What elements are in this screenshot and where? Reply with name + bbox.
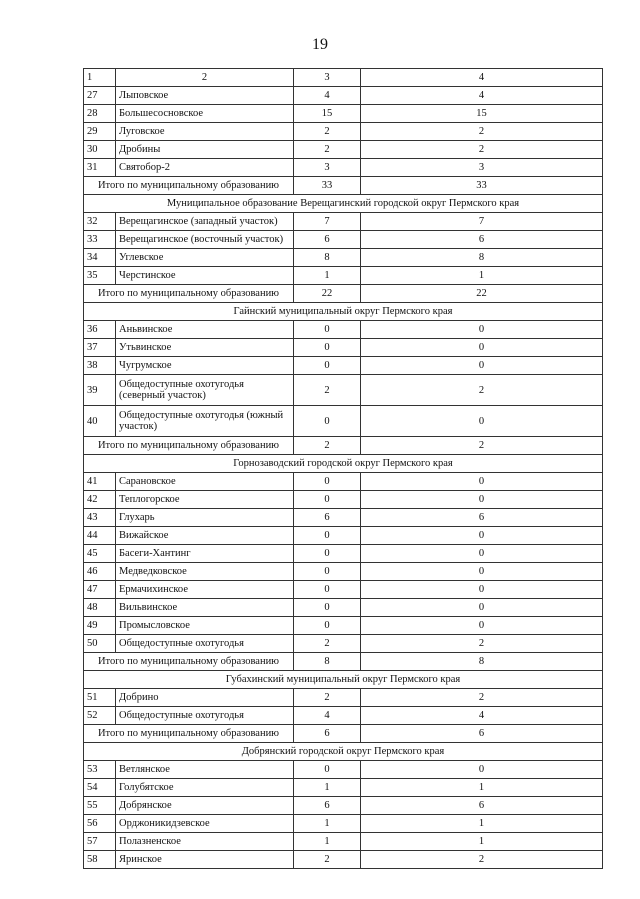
value-col4: 7 <box>361 213 603 231</box>
value-col4: 8 <box>361 249 603 267</box>
section-heading-row <box>84 303 603 321</box>
hunting-ground-name: Лыповское <box>116 87 294 105</box>
hunting-ground-name: Верещагинское (западный участок) <box>116 213 294 231</box>
row-number: 57 <box>84 833 116 851</box>
hunting-ground-name: Теплогорское <box>116 491 294 509</box>
total-value-col4: 8 <box>361 653 603 671</box>
table-row <box>84 689 603 707</box>
table-row <box>84 581 603 599</box>
hunting-ground-name: Глухарь <box>116 509 294 527</box>
section-heading: Муниципальное образование Верещагинский городской округ Пермского края <box>84 195 603 213</box>
header-col-4: 4 <box>361 69 603 87</box>
value-col4: 0 <box>361 545 603 563</box>
row-number: 36 <box>84 321 116 339</box>
value-col4: 0 <box>361 563 603 581</box>
total-value-col4: 22 <box>361 285 603 303</box>
table-row <box>84 545 603 563</box>
table-row <box>84 267 603 285</box>
hunting-ground-name: Голубятское <box>116 779 294 797</box>
table-row <box>84 141 603 159</box>
value-col3: 4 <box>294 707 361 725</box>
table-row <box>84 213 603 231</box>
table-row <box>84 249 603 267</box>
total-value-col4: 2 <box>361 437 603 455</box>
hunting-ground-name: Углевское <box>116 249 294 267</box>
value-col3: 0 <box>294 473 361 491</box>
value-col3: 0 <box>294 406 361 437</box>
row-number: 45 <box>84 545 116 563</box>
total-row <box>84 653 603 671</box>
value-col3: 0 <box>294 527 361 545</box>
total-label: Итого по муниципальному образованию <box>84 177 294 195</box>
value-col4: 0 <box>361 599 603 617</box>
table-row <box>84 87 603 105</box>
hunting-ground-name: Добрянское <box>116 797 294 815</box>
header-col-3: 3 <box>294 69 361 87</box>
table-row <box>84 851 603 869</box>
hunting-ground-name: Орджоникидзевское <box>116 815 294 833</box>
value-col3: 0 <box>294 339 361 357</box>
value-col4: 6 <box>361 231 603 249</box>
value-col4: 6 <box>361 509 603 527</box>
value-col3: 2 <box>294 123 361 141</box>
hunting-ground-name: Утьвинское <box>116 339 294 357</box>
row-number: 48 <box>84 599 116 617</box>
section-heading: Добрянский городской округ Пермского края <box>84 743 603 761</box>
section-heading-row <box>84 671 603 689</box>
hunting-ground-name: Общедоступные охотугодья (северный участок) <box>116 375 294 406</box>
total-value-col4: 6 <box>361 725 603 743</box>
row-number: 35 <box>84 267 116 285</box>
row-number: 52 <box>84 707 116 725</box>
row-number: 46 <box>84 563 116 581</box>
total-value-col4: 33 <box>361 177 603 195</box>
table-row <box>84 635 603 653</box>
total-label: Итого по муниципальному образованию <box>84 653 294 671</box>
hunting-ground-name: Добрино <box>116 689 294 707</box>
hunting-ground-name: Луговское <box>116 123 294 141</box>
hunting-ground-name: Общедоступные охотугодья <box>116 635 294 653</box>
row-number: 30 <box>84 141 116 159</box>
total-label: Итого по муниципальному образованию <box>84 725 294 743</box>
hunting-ground-name: Промысловское <box>116 617 294 635</box>
value-col4: 15 <box>361 105 603 123</box>
total-label: Итого по муниципальному образованию <box>84 437 294 455</box>
row-number: 53 <box>84 761 116 779</box>
hunting-ground-name: Чугрумское <box>116 357 294 375</box>
table-row <box>84 779 603 797</box>
table-row <box>84 406 603 437</box>
section-heading-row <box>84 455 603 473</box>
value-col4: 4 <box>361 707 603 725</box>
section-heading-row <box>84 195 603 213</box>
row-number: 42 <box>84 491 116 509</box>
value-col4: 2 <box>361 123 603 141</box>
value-col4: 0 <box>361 339 603 357</box>
hunting-ground-name: Ермачихинское <box>116 581 294 599</box>
value-col3: 1 <box>294 779 361 797</box>
hunting-ground-name: Черстинское <box>116 267 294 285</box>
value-col3: 2 <box>294 141 361 159</box>
value-col3: 1 <box>294 267 361 285</box>
total-row <box>84 177 603 195</box>
value-col3: 1 <box>294 815 361 833</box>
table-row <box>84 123 603 141</box>
value-col4: 3 <box>361 159 603 177</box>
value-col4: 1 <box>361 779 603 797</box>
value-col3: 0 <box>294 599 361 617</box>
value-col3: 0 <box>294 545 361 563</box>
hunting-ground-name: Аньвинское <box>116 321 294 339</box>
section-heading-row <box>84 743 603 761</box>
table-row <box>84 761 603 779</box>
value-col4: 0 <box>361 617 603 635</box>
value-col4: 0 <box>361 581 603 599</box>
table-row <box>84 473 603 491</box>
value-col4: 0 <box>361 357 603 375</box>
total-value-col3: 6 <box>294 725 361 743</box>
table-row <box>84 833 603 851</box>
row-number: 44 <box>84 527 116 545</box>
table-row <box>84 491 603 509</box>
row-number: 43 <box>84 509 116 527</box>
table-row <box>84 527 603 545</box>
value-col3: 8 <box>294 249 361 267</box>
value-col3: 1 <box>294 833 361 851</box>
row-number: 29 <box>84 123 116 141</box>
hunting-ground-name: Большесосновское <box>116 105 294 123</box>
total-label: Итого по муниципальному образованию <box>84 285 294 303</box>
table-row <box>84 375 603 406</box>
hunting-ground-name: Вижайское <box>116 527 294 545</box>
table-row <box>84 159 603 177</box>
value-col3: 7 <box>294 213 361 231</box>
row-number: 56 <box>84 815 116 833</box>
hunting-ground-name: Басеги-Хантинг <box>116 545 294 563</box>
table-row <box>84 339 603 357</box>
total-value-col3: 22 <box>294 285 361 303</box>
row-number: 31 <box>84 159 116 177</box>
table-row <box>84 105 603 123</box>
total-value-col3: 2 <box>294 437 361 455</box>
value-col4: 4 <box>361 87 603 105</box>
value-col4: 0 <box>361 761 603 779</box>
header-col-2: 2 <box>116 69 294 87</box>
value-col4: 2 <box>361 689 603 707</box>
table-row <box>84 707 603 725</box>
value-col3: 6 <box>294 509 361 527</box>
value-col4: 2 <box>361 635 603 653</box>
row-number: 40 <box>84 406 116 437</box>
value-col3: 6 <box>294 797 361 815</box>
hunting-ground-name: Общедоступные охотугодья (южный участок) <box>116 406 294 437</box>
value-col3: 2 <box>294 851 361 869</box>
table-body <box>84 69 603 869</box>
row-number: 33 <box>84 231 116 249</box>
value-col4: 2 <box>361 851 603 869</box>
row-number: 37 <box>84 339 116 357</box>
table-row <box>84 321 603 339</box>
section-heading: Губахинский муниципальный округ Пермского края <box>84 671 603 689</box>
value-col4: 1 <box>361 815 603 833</box>
value-col4: 2 <box>361 375 603 406</box>
total-value-col3: 33 <box>294 177 361 195</box>
value-col3: 0 <box>294 491 361 509</box>
value-col3: 15 <box>294 105 361 123</box>
header-row <box>84 69 603 87</box>
value-col3: 0 <box>294 761 361 779</box>
value-col3: 0 <box>294 617 361 635</box>
row-number: 55 <box>84 797 116 815</box>
hunting-ground-name: Дробины <box>116 141 294 159</box>
total-row <box>84 285 603 303</box>
row-number: 51 <box>84 689 116 707</box>
section-heading: Горнозаводский городской округ Пермского края <box>84 455 603 473</box>
table-row <box>84 509 603 527</box>
value-col4: 0 <box>361 321 603 339</box>
total-value-col3: 8 <box>294 653 361 671</box>
hunting-ground-name: Вильвинское <box>116 599 294 617</box>
row-number: 34 <box>84 249 116 267</box>
value-col4: 1 <box>361 267 603 285</box>
row-number: 47 <box>84 581 116 599</box>
total-row <box>84 437 603 455</box>
table-row <box>84 563 603 581</box>
row-number: 28 <box>84 105 116 123</box>
table-row <box>84 617 603 635</box>
row-number: 27 <box>84 87 116 105</box>
header-col-1: 1 <box>84 69 116 87</box>
value-col4: 0 <box>361 406 603 437</box>
hunting-ground-name: Медведковское <box>116 563 294 581</box>
value-col3: 0 <box>294 581 361 599</box>
hunting-grounds-table <box>83 68 603 869</box>
page-number: 19 <box>312 36 328 53</box>
value-col3: 2 <box>294 635 361 653</box>
row-number: 54 <box>84 779 116 797</box>
value-col3: 2 <box>294 375 361 406</box>
hunting-ground-name: Святобор-2 <box>116 159 294 177</box>
hunting-ground-name: Сарановское <box>116 473 294 491</box>
hunting-ground-name: Полазненское <box>116 833 294 851</box>
value-col3: 4 <box>294 87 361 105</box>
value-col3: 0 <box>294 357 361 375</box>
value-col3: 3 <box>294 159 361 177</box>
row-number: 39 <box>84 375 116 406</box>
section-heading: Гайнский муниципальный округ Пермского края <box>84 303 603 321</box>
value-col4: 1 <box>361 833 603 851</box>
row-number: 41 <box>84 473 116 491</box>
row-number: 38 <box>84 357 116 375</box>
table-row <box>84 815 603 833</box>
row-number: 58 <box>84 851 116 869</box>
value-col3: 0 <box>294 321 361 339</box>
table-row <box>84 231 603 249</box>
hunting-ground-name: Ветлянское <box>116 761 294 779</box>
table-row <box>84 599 603 617</box>
value-col3: 0 <box>294 563 361 581</box>
total-row <box>84 725 603 743</box>
value-col4: 0 <box>361 473 603 491</box>
value-col4: 6 <box>361 797 603 815</box>
value-col3: 6 <box>294 231 361 249</box>
table-row <box>84 797 603 815</box>
value-col4: 2 <box>361 141 603 159</box>
value-col3: 2 <box>294 689 361 707</box>
row-number: 32 <box>84 213 116 231</box>
row-number: 50 <box>84 635 116 653</box>
hunting-ground-name: Общедоступные охотугодья <box>116 707 294 725</box>
table-row <box>84 357 603 375</box>
row-number: 49 <box>84 617 116 635</box>
value-col4: 0 <box>361 491 603 509</box>
value-col4: 0 <box>361 527 603 545</box>
hunting-ground-name: Верещагинское (восточный участок) <box>116 231 294 249</box>
hunting-ground-name: Яринское <box>116 851 294 869</box>
